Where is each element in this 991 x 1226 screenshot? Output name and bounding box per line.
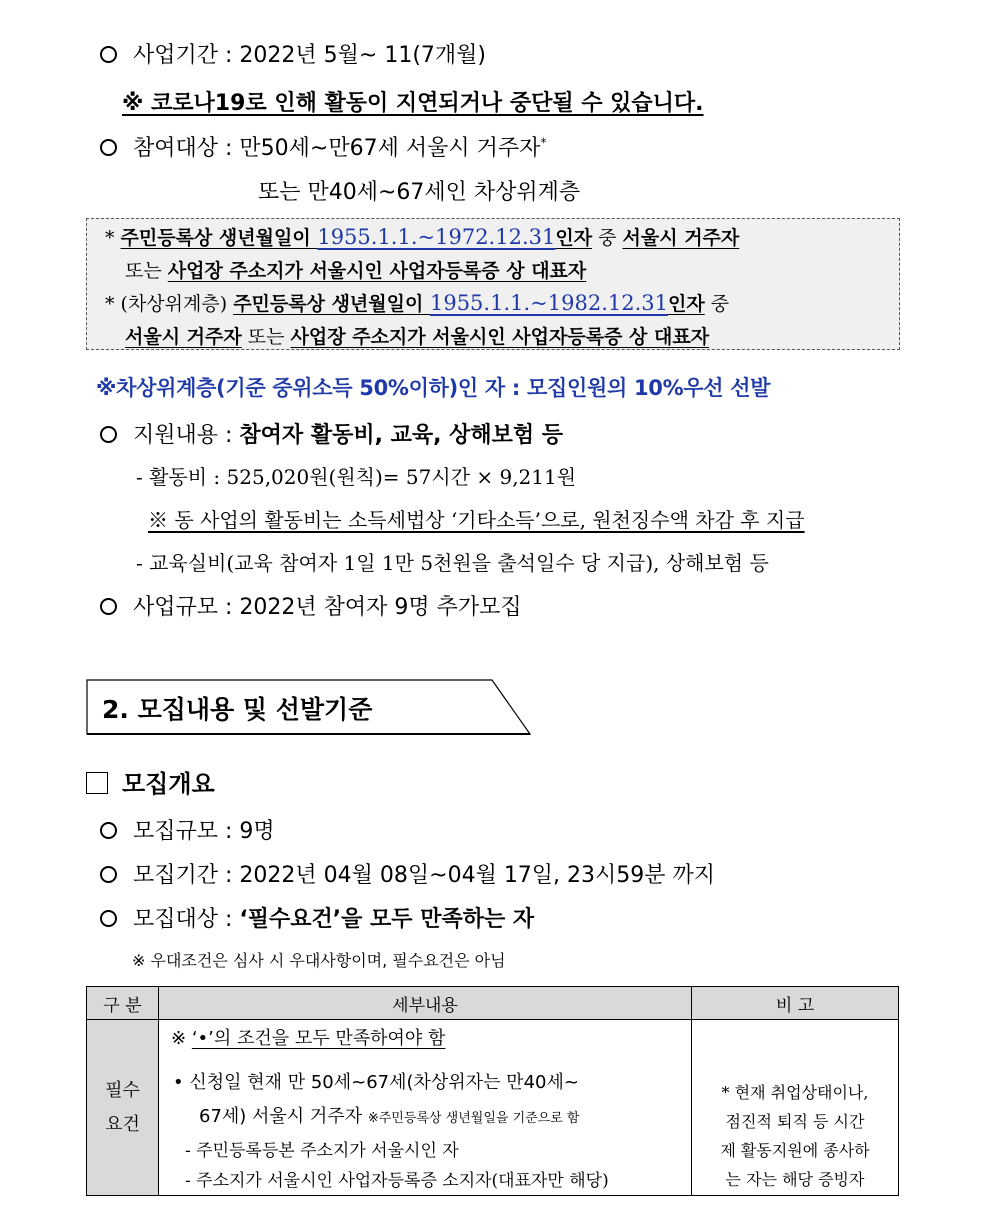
period-label: 사업기간 [133,43,219,68]
recruit-heading: 모집개요 [86,764,215,799]
table-row [87,1020,899,1196]
target-value-2: 또는 만40세~67세인 차상위계층 [258,180,581,205]
period-line: 사업기간 : 2022년 5월~ 11(7개월) [100,38,486,69]
scale-line: 사업규모 : 2022년 참여자 9명 추가모집 [100,590,522,621]
header-remark: 비 고 [692,987,899,1020]
edu-line: - 교육실비(교육 참여자 1일 1만 5천원을 출석일수 당 지급), 상해보험 등 [136,551,769,575]
bullet-age-cont: 67세) 서울시 거주자 ※주민등록상 생년월일을 기준으로 함 [199,1106,580,1127]
scale-label: 사업규모 [133,595,219,620]
target-line: 참여대상 : 만50세~만67세 서울시 거주자* [100,131,546,162]
recruit-note: ※ 우대조건은 심사 시 우대사항이며, 필수요건은 아님 [132,951,506,970]
table-header-row [87,987,899,1020]
note-line-4: 서울시 거주자 또는 사업장 주소지가 서울시인 사업자등록증 상 대표자 [125,326,710,348]
category-cell: 필수 요건 [87,1020,159,1196]
support-line: 지원내용 : 참여자 활동비, 교육, 상해보험 등 [100,418,563,449]
header-category: 구 분 [87,987,159,1020]
recruit-period-line: 모집기간 : 2022년 04월 08일~04월 17일, 23시59분 까지 [100,858,715,889]
circle-bullet-icon [100,866,117,883]
note-line-1: * 주민등록상 생년월일이 1955.1.1.~1972.12.31인자 중 서울시 거주자 [105,225,740,249]
recruit-size-line: 모집규모 : 9명 [100,814,275,845]
sub-condition-2: - 주소지가 서울시인 사업자등록증 소지자(대표자만 해당) [185,1171,609,1191]
note-line-2: 또는 사업장 주소지가 서울시인 사업자등록증 상 대표자 [125,260,587,282]
pay-line: - 활동비 : 525,020원(원칙)= 57시간 × 9,211원 [136,465,577,489]
target-value: 만50세~만67세 서울시 거주자 [239,136,541,161]
eligibility-notebox [86,218,900,350]
circle-bullet-icon [100,910,117,927]
recruit-target-line: 모집대상 : ‘필수요건’을 모두 만족하는 자 [100,902,534,933]
target-label: 참여대상 [133,136,219,161]
support-label: 지원내용 [133,423,219,448]
header-detail: 세부내용 [159,987,692,1020]
circle-bullet-icon [100,426,117,443]
circle-bullet-icon [100,139,117,156]
circle-bullet-icon [100,598,117,615]
circle-bullet-icon [100,822,117,839]
circle-bullet-icon [100,46,117,63]
requirements-table [86,986,899,1196]
scale-value: 2022년 참여자 9명 추가모집 [239,595,522,620]
covid-note: ※ 코로나19로 인해 활동이 지연되거나 중단될 수 있습니다. [122,91,704,116]
note-line-3: * (차상위계층) 주민등록상 생년월일이 1955.1.1.~1982.12.31인자 중 [105,291,730,315]
checkbox-icon [86,772,108,794]
section-2-heading [86,679,526,734]
condition-note: ※ ‘•’의 조건을 모두 만족하여야 함 [171,1028,446,1049]
tax-note: ※ 동 사업의 활동비는 소득세법상 ‘기타소득’으로, 원천징수액 차감 후 지급 [148,508,805,532]
bullet-age: • 신청일 현재 만 50세~67세(차상위자는 만40세~ [173,1072,579,1093]
priority-note: ※차상위계층(기준 중위소득 50%이하)인 자 : 모집인원의 10%우선 선발 [96,376,771,400]
section-2-title: 2. 모집내용 및 선발기준 [102,695,373,724]
period-value: 2022년 5월~ 11(7개월) [239,43,486,68]
remark-cell: * 현재 취업상태이나, 점진적 퇴직 등 시간 제 활동지원에 종사하 는 자는 해당 증빙자 [692,1020,899,1196]
sub-condition-1: - 주민등록등본 주소지가 서울시인 자 [185,1141,459,1161]
support-value: 참여자 활동비, 교육, 상해보험 등 [239,423,564,448]
detail-cell [159,1020,692,1196]
